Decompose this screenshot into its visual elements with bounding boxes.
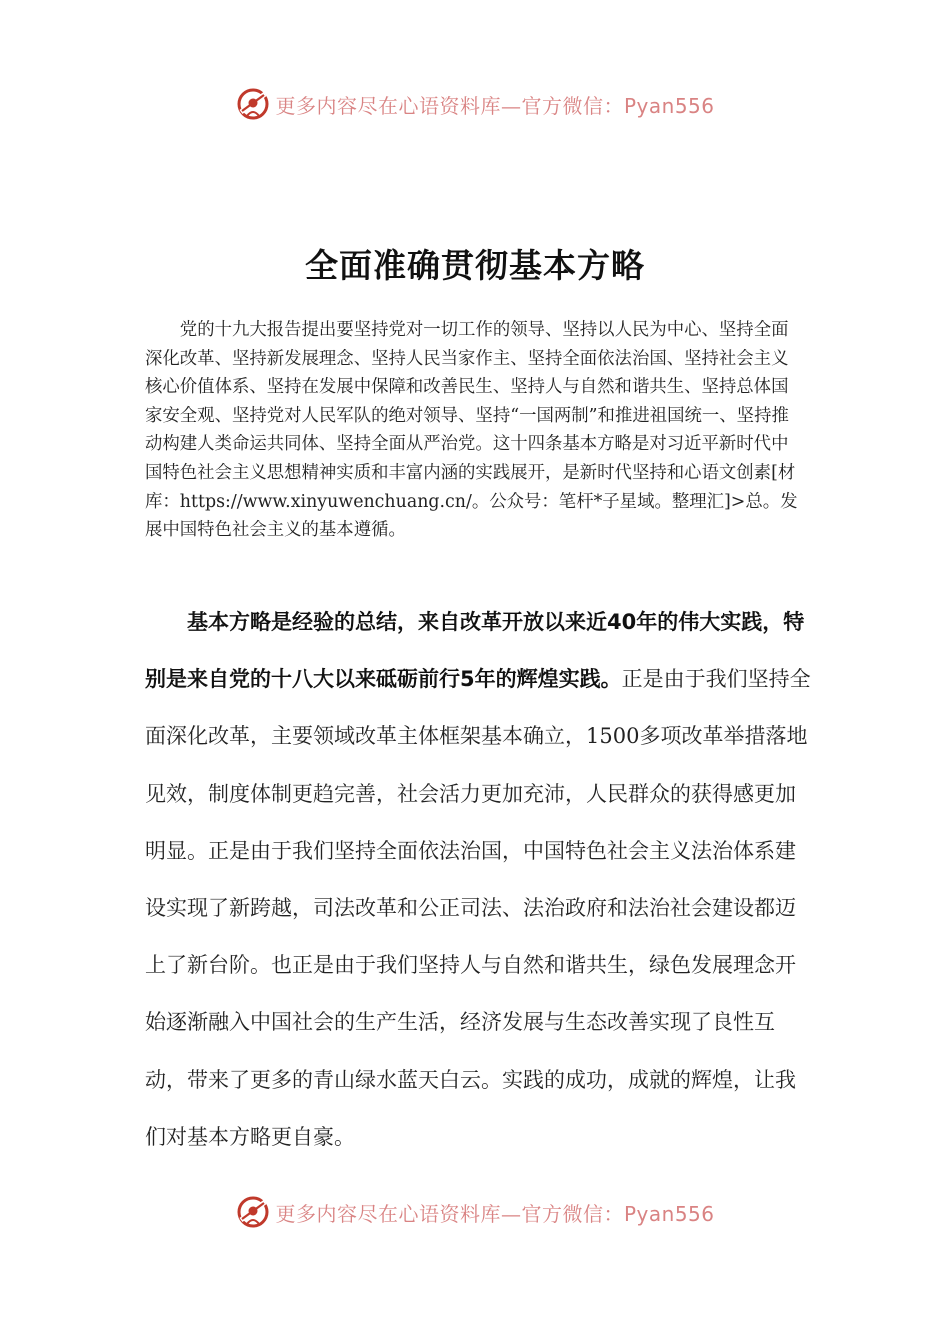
watermark-wechat-id: Pyan556: [623, 1201, 715, 1226]
footer-watermark-banner: [0, 1192, 950, 1232]
watermark-wechat-id: Pyan556: [623, 93, 715, 118]
watermark-text: [275, 90, 714, 119]
main-paragraph-lead: 基本方略是经验的总结，来自改革开放以来近40年的伟大实践，特别是来自党的十八大以来砥砺前行5年的辉煌实践。: [145, 610, 805, 692]
watermark-text-cn: 更多内容尽在心语资料库—官方微信：: [275, 93, 624, 118]
intro-paragraph: 党的十九大报告提出要坚持党对一切工作的领导、坚持以人民为中心、坚持全面深化改革、坚持新发展理念、坚持人民当家作主、坚持全面依法治国、坚持社会主义核心价值体系、坚持在发展中保障和改善民生、坚持人与自然和谐共生、坚持总体国家安全观、坚持党对人民军队的绝对领导、坚持“一国两制”和推进祖国统一、坚持推动构建人类命运共同体、坚持全面从严治党。这十四条基本方略是对习近平新时代中国特色社会主义思想精神实质和丰富内涵的实践展开，是新时代坚持和心语文创素[材库：https://www.xinyuwenchuang.cn/。公众号：笔杆*子星域。整理汇]>总。发展中国特色社会主义的基本遵循。: [145, 320, 798, 541]
brand-logo-icon: [235, 1194, 271, 1230]
watermark-text: [275, 1198, 714, 1227]
document-title: 全面准确贯彻基本方略: [305, 246, 645, 285]
brand-logo-icon: [235, 86, 271, 122]
main-paragraph-body: 正是由于我们坚持全面深化改革，主要领域改革主体框架基本确立，1500多项改革举措落地见效，制度体制更趋完善，社会活力更加充沛，人民群众的获得感更加明显。正是由于我们坚持全面依法治国，中国特色社会主义法治体系建设实现了新跨越，司法改革和公正司法、法治政府和法治社会建设都迈上了新台阶。也正是由于我们坚持人与自然和谐共生，绿色发展理念开始逐渐融入中国社会的生产生活，经济发展与生态改善实现了良性互动，带来了更多的青山绿水蓝天白云。实践的成功，成就的辉煌，让我们对基本方略更自豪。: [145, 667, 811, 1149]
watermark-text-cn: 更多内容尽在心语资料库—官方微信：: [275, 1201, 624, 1226]
header-watermark-banner: [0, 84, 950, 124]
main-paragraph: [145, 594, 815, 1166]
